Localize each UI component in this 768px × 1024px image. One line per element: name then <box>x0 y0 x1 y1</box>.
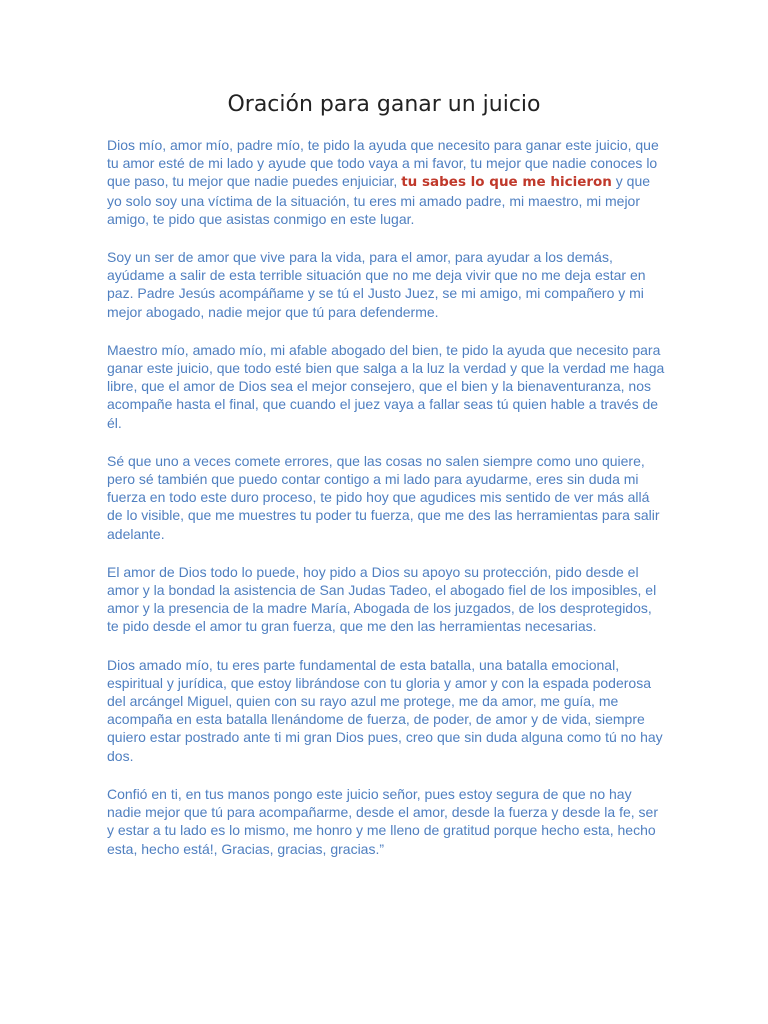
paragraph-3: Maestro mío, amado mío, mi afable abogado del bien, te pido la ayuda que necesito para ganar este juicio, que todo esté bien que salga a la luz la verdad y que la verdad me haga libre, que el amor de Dios sea el mejor consejero, que el bien y la bienaventuranza, nos acompañe hasta el final, que cuando el juez vaya a fallar seas tú quien hable a través de él. <box>107 341 665 431</box>
paragraph-2: Soy un ser de amor que vive para la vida, para el amor, para ayudar a los demás, ayúdame a salir de esta terrible situación que no me deja vivir que no me deja estar en paz. Padre Jesús acompáñame y se tú el Justo Juez, se mi amigo, mi compañero y mi mejor abogado, nadie mejor que tú para defenderme. <box>107 249 646 320</box>
paragraph-1-text-start: Dios mío, amor mío, padre mío, te pido la ayuda que necesito para ganar este juicio, que tu amor esté de mi lado y ayude que todo vaya a mi favor, tu mejor que nadie conoces lo que paso, tu mejor que nadie puedes enjuiciar, <box>107 137 659 190</box>
paragraph-1-emphasis: tu sabes lo que me hicieron <box>401 174 612 191</box>
paragraph-6: Dios amado mío, tu eres parte fundamental de esta batalla, una batalla emocional, espiritual y jurídica, que estoy librándose con tu gloria y amor y con la espada poderosa del arcángel Miguel, quien con su rayo azul me protege, me da amor, me guía, me acompaña en esta batalla llenándome de fuerza, de poder, de amor y de vida, siempre quiero estar postrado ante ti mi gran Dios pues, creo que sin duda alguna como tú no hay dos. <box>107 656 663 764</box>
paragraph-1-text-end: y que yo solo soy una víctima de la situación, tu eres mi amado padre, mi maestro, mi mejor amigo, te pido que asistas conmigo en este lugar. <box>107 173 651 227</box>
paragraph-7: Confió en ti, en tus manos pongo este juicio señor, pues estoy segura de que no hay nadie mejor que tú para acompañarme, desde el amor, desde la fuerza y desde la fe, ser y estar a tu lado es lo mismo, me honro y me lleno de gratitud porque hecho esta, hecho esta, hecho está!, Gracias, gracias, gracias.” <box>107 785 658 857</box>
document-title: Oración para ganar un juicio <box>227 92 541 117</box>
document-body <box>107 136 667 878</box>
paragraph-5: El amor de Dios todo lo puede, hoy pido a Dios su apoyo su protección, pido desde el amor y la bondad la asistencia de San Judas Tadeo, el abogado fiel de los imposibles, el amor y la presencia de la madre María, Abogada de los juzgados, de los desprotegidos, te pido desde el amor tu gran fuerza, que me den las herramientas necesarias. <box>107 563 657 635</box>
paragraph-4: Sé que uno a veces comete errores, que las cosas no salen siempre como uno quiere, pero sé también que puedo contar contigo a mi lado para ayudarme, eres sin duda mi fuerza en todo este duro proceso, te pido hoy que agudices mis sentido de ver más allá de lo visible, que me muestres tu poder tu fuerza, que me des las herramientas para salir adelante. <box>107 452 660 542</box>
paragraph-1 <box>107 136 667 228</box>
